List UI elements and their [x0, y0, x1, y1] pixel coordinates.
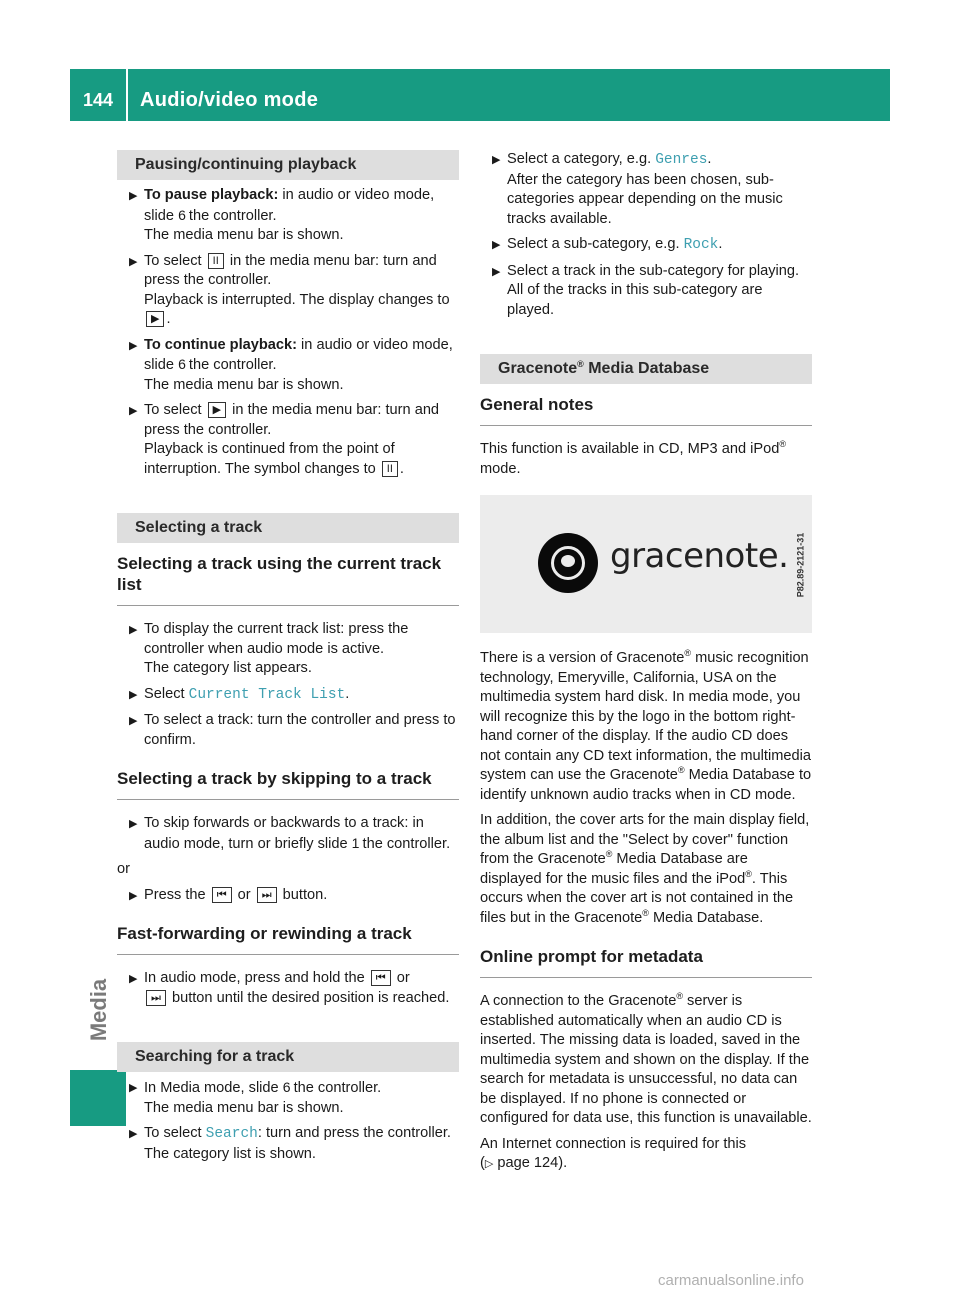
bullet-arrow-icon: ▶ [129, 1128, 138, 1140]
list-item: ▶ Select Current Track List. [117, 685, 459, 706]
section-title-gracenote: Gracenote® Media Database [480, 354, 812, 384]
controller-slide-down-icon: 6 [178, 356, 185, 372]
section-title-searching: Searching for a track [117, 1042, 459, 1072]
skip-back-icon: ⏮ [212, 887, 232, 903]
heading-general-notes: General notes [480, 394, 812, 426]
gracenote-logo-image [480, 495, 812, 633]
bullet-arrow-icon: ▶ [129, 405, 138, 417]
bullet-arrow-icon: ▶ [129, 818, 138, 830]
page-number: 144 [82, 90, 114, 110]
list-item: ▶ In audio mode, press and hold the ⏮ or ⏭ button until the desired position is reached. [129, 970, 450, 1006]
heading-skipping: Selecting a track by skipping to a track [117, 768, 459, 800]
bullet-arrow-icon: ▶ [129, 715, 138, 727]
gracenote-disc-icon [538, 533, 598, 593]
menu-item-rock: Rock [683, 237, 719, 253]
controller-slide-down-icon: 6 [282, 1079, 290, 1095]
play-icon: ▶ [146, 311, 164, 327]
list-item: ▶ To pause playback: in audio or video mode, slide 6 the controller. The media menu bar is shown. [129, 187, 435, 243]
pause-icon: II [382, 461, 398, 477]
page-reference-link[interactable]: page 124). [493, 1155, 568, 1171]
heading-online-prompt: Online prompt for metadata [480, 946, 812, 978]
list-item: ▶ To select a track: turn the controller and press to confirm. [129, 712, 456, 748]
paragraph: This function is available in CD, MP3 and iPod® mode. [480, 439, 786, 477]
skip-forward-icon: ⏭ [257, 887, 277, 903]
or-text: or [117, 861, 130, 877]
paragraph: A connection to the Gracenote® server is established automatically when an audio CD is inserted. The missing data is loaded, saved in the multimedia system and shown on the display. If the search for metadata is unsuccessful, no data can be displayed. If no phone is connected or configured for data use, this function is unavailable. [480, 991, 812, 1126]
bullet-arrow-icon: ▶ [129, 973, 138, 985]
list-item: ▶ To select ▶ in the media menu bar: turn and press the controller. Playback is continued from the point of interruption. The symbol changes to II . [129, 402, 440, 477]
bullet-arrow-icon: ▶ [492, 239, 501, 251]
controller-slide-down-icon: 6 [178, 206, 185, 223]
heading-fast-forwarding: Fast-forwarding or rewinding a track [117, 923, 459, 955]
section-title-pausing: Pausing/continuing playback [117, 150, 459, 180]
paragraph: There is a version of Gracenote® music recognition technology, Emeryville, California, USA on the multimedia system hard disk. In media mode, you will recognize this by the logo in the bottom right-hand corner of the display. If the audio CD does not contain any CD text information, the multimedia system can use the Gracenote® Media Database to identify unknown audio tracks when in CD mode. [480, 648, 812, 803]
watermark: carmanualsonline.info [658, 1272, 804, 1289]
bullet-arrow-icon: ▶ [129, 889, 138, 902]
header-divider [126, 69, 128, 121]
list-item: ▶ Press the ⏮ or ⏭ button. [117, 886, 459, 906]
gracenote-wordmark: gracenote. [610, 536, 789, 576]
bullet-arrow-icon: ▶ [129, 339, 138, 352]
list-item: ▶ To display the current track list: press the controller when audio mode is active. The category list appears. [129, 621, 409, 676]
bullet-arrow-icon: ▶ [129, 1082, 138, 1094]
bullet-arrow-icon: ▶ [492, 265, 501, 278]
list-item: ▶ To continue playback: in audio or video mode, slide 6 the controller. The media menu bar is shown. [129, 336, 453, 393]
skip-forward-icon: ⏭ [146, 990, 166, 1006]
bullet-arrow-icon: ▶ [129, 255, 138, 268]
list-item: ▶ To select II in the media menu bar: turn and press the controller. Playback is interrupted. The display changes to ▶ . [129, 252, 450, 327]
pause-icon: II [208, 253, 224, 269]
image-reference-code: P82.89-2121-31 [795, 532, 806, 598]
paragraph: In addition, the cover arts for the main display field, the album list and the "Select by cover" function from the Gracenote® Media Database are displayed for the music files and the iPod®. This occurs when the cover art is not contained in the files but in the Gracenote® Media Database. [480, 812, 810, 926]
page-reference-arrow-icon: ▷ [484, 1158, 494, 1170]
right-column [480, 150, 812, 1175]
bullet-arrow-icon: ▶ [129, 688, 138, 701]
list-item: ▶ To select Search: turn and press the controller. The category list is shown. [129, 1125, 451, 1162]
bullet-arrow-icon: ▶ [129, 624, 138, 636]
bullet-arrow-icon: ▶ [492, 154, 501, 166]
bullet-arrow-icon: ▶ [129, 190, 138, 202]
skip-back-icon: ⏮ [371, 970, 391, 986]
page-title: Audio/video mode [140, 89, 319, 111]
play-icon: ▶ [208, 402, 226, 418]
heading-current-track-list: Selecting a track using the current track list [117, 553, 459, 606]
menu-item-current-track-list: Current Track List [188, 686, 346, 703]
section-title-selecting: Selecting a track [117, 513, 459, 543]
left-column [117, 150, 459, 1164]
paragraph: An Internet connection is required for this (▷ page 124). [480, 1135, 747, 1171]
list-item: ▶ Select a category, e.g. Genres. After the category has been chosen, sub-categories appear depending on the music tracks available. [492, 151, 783, 227]
controller-slide-left-right-icon: 1 [351, 834, 359, 851]
list-item: ▶ Select a track in the sub-category for playing. All of the tracks in this sub-category are played. [492, 262, 800, 318]
menu-item-genres: Genres [655, 152, 708, 168]
list-item: ▶ In Media mode, slide 6 the controller. The media menu bar is shown. [129, 1079, 382, 1116]
side-tab-label: Media [86, 978, 111, 1042]
list-item: ▶ To skip forwards or backwards to a track: in audio mode, turn or briefly slide 1 the controller. [129, 815, 451, 852]
menu-item-search: Search [205, 1126, 258, 1142]
list-item: ▶ Select a sub-category, e.g. Rock. [480, 235, 812, 256]
